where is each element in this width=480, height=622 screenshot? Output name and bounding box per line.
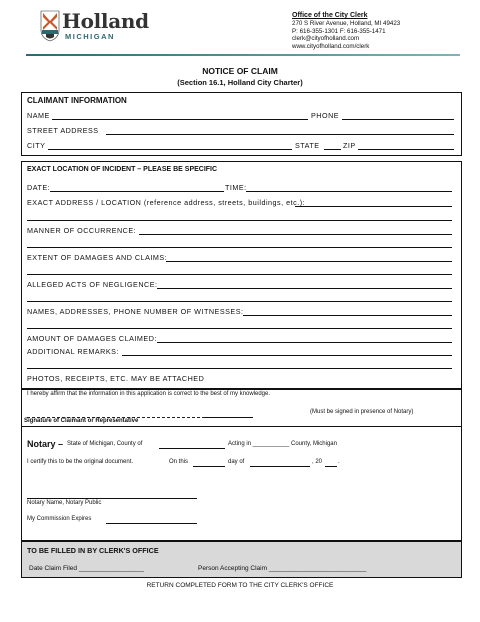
city-label: CITY (27, 141, 46, 150)
signature-label: Signature of Claimant or Representative (24, 418, 139, 424)
city-field[interactable] (48, 149, 292, 150)
date-field[interactable] (50, 191, 224, 192)
extent-field[interactable] (166, 261, 452, 262)
negligence-label: ALLEGED ACTS OF NEGLIGENCE: (27, 280, 158, 289)
location-label: EXACT ADDRESS / LOCATION (reference address, streets, buildings, etc.): (27, 198, 306, 207)
zip-label: ZIP (343, 141, 356, 150)
footer-note: RETURN COMPLETED FORM TO THE CITY CLERK'S OFFICE (146, 582, 334, 589)
signature-divider (21, 426, 462, 427)
time-field[interactable] (246, 191, 452, 192)
notary-year-prefix: , 20 (312, 459, 323, 465)
extent-field-line-2[interactable] (27, 274, 452, 275)
location-field-line-2[interactable] (27, 220, 452, 221)
remarks-field-line-2[interactable] (27, 368, 452, 369)
office-address: 270 S River Avenue, Holland, MI 49423 (292, 20, 401, 27)
street-field[interactable] (106, 134, 454, 135)
notary-county-field[interactable] (159, 448, 225, 449)
street-label: STREET ADDRESS (27, 126, 99, 135)
zip-field[interactable] (358, 149, 454, 150)
date-label: DATE: (27, 183, 51, 192)
state-label: STATE (295, 141, 320, 150)
time-label: TIME: (225, 183, 247, 192)
name-label: NAME (27, 111, 50, 120)
logo-subtitle: MICHIGAN (65, 32, 115, 41)
name-field[interactable] (52, 119, 308, 120)
incident-heading: EXACT LOCATION OF INCIDENT – PLEASE BE SPECIFIC (27, 166, 218, 173)
notary-commission-field[interactable] (106, 523, 197, 524)
negligence-field-line-2[interactable] (27, 301, 452, 302)
phone-field[interactable] (342, 119, 454, 120)
holland-emblem-icon (40, 10, 60, 42)
manner-field[interactable] (139, 234, 452, 235)
clerk-heading: TO BE FILLED IN BY CLERK'S OFFICE (27, 546, 159, 555)
notary-day-field[interactable] (193, 466, 225, 467)
location-field[interactable] (295, 206, 452, 207)
witnesses-field[interactable] (243, 315, 452, 316)
city-logo (40, 10, 150, 44)
office-contact-block (292, 12, 462, 50)
remarks-label: ADDITIONAL REMARKS: (27, 347, 119, 356)
notary-year-suffix: . (338, 459, 340, 465)
notary-month-field[interactable] (250, 466, 310, 467)
office-website: www.cityofholland.com/clerk (292, 42, 370, 50)
notary-commission-label: My Commission Expires (27, 516, 92, 522)
notary-year-field[interactable] (325, 466, 337, 467)
notary-name-field[interactable] (27, 498, 197, 499)
signature-field-solid[interactable] (205, 417, 253, 418)
state-field[interactable] (324, 149, 341, 150)
photos-note: PHOTOS, RECEIPTS, ETC. MAY BE ATTACHED (27, 374, 205, 383)
clerk-date-filed: Date Claim Filed __________________ (29, 565, 144, 572)
witnesses-field-line-2[interactable] (27, 328, 452, 329)
notary-heading: Notary – (27, 439, 64, 449)
office-email: clerk@cityofholland.com (292, 35, 360, 42)
logo-name: Holland (62, 9, 149, 33)
form-title: NOTICE OF CLAIM (202, 66, 278, 76)
office-title: Office of the City Clerk (292, 12, 368, 19)
witnesses-label: NAMES, ADDRESSES, PHONE NUMBER OF WITNESSES: (27, 307, 244, 316)
notary-certify: I certify this to be the original document. (27, 459, 134, 465)
header-divider (26, 54, 460, 56)
notary-name-label: Notary Name, Notary Public (27, 500, 102, 506)
remarks-field[interactable] (122, 355, 452, 356)
manner-field-line-2[interactable] (27, 247, 452, 248)
manner-label: MANNER OF OCCURRENCE: (27, 226, 137, 235)
claimant-heading: CLAIMANT INFORMATION (27, 96, 127, 105)
notary-state-of: State of Michigan, County of (67, 441, 143, 447)
amount-label: AMOUNT OF DAMAGES CLAIMED: (27, 334, 157, 343)
notary-day-of: day of (228, 459, 245, 465)
affirmation-text: I hereby affirm that the information in this application is correct to the best of my knowledge. (27, 391, 271, 397)
negligence-field[interactable] (157, 288, 452, 289)
clerk-person-accepting: Person Accepting Claim ___________________________ (198, 565, 367, 572)
phone-label: PHONE (311, 111, 340, 120)
notary-on-this: On this (169, 459, 189, 465)
form-subtitle: (Section 16.1, Holland City Charter) (177, 78, 303, 87)
office-phone-fax: P: 616-355-1301 F: 616-355-1471 (292, 27, 386, 35)
extent-label: EXTENT OF DAMAGES AND CLAIMS: (27, 253, 168, 262)
amount-field[interactable] (157, 342, 452, 343)
notary-presence-note: (Must be signed in presence of Notary) (310, 409, 414, 415)
notary-acting-in: Acting in ___________ County, Michigan (228, 441, 337, 447)
